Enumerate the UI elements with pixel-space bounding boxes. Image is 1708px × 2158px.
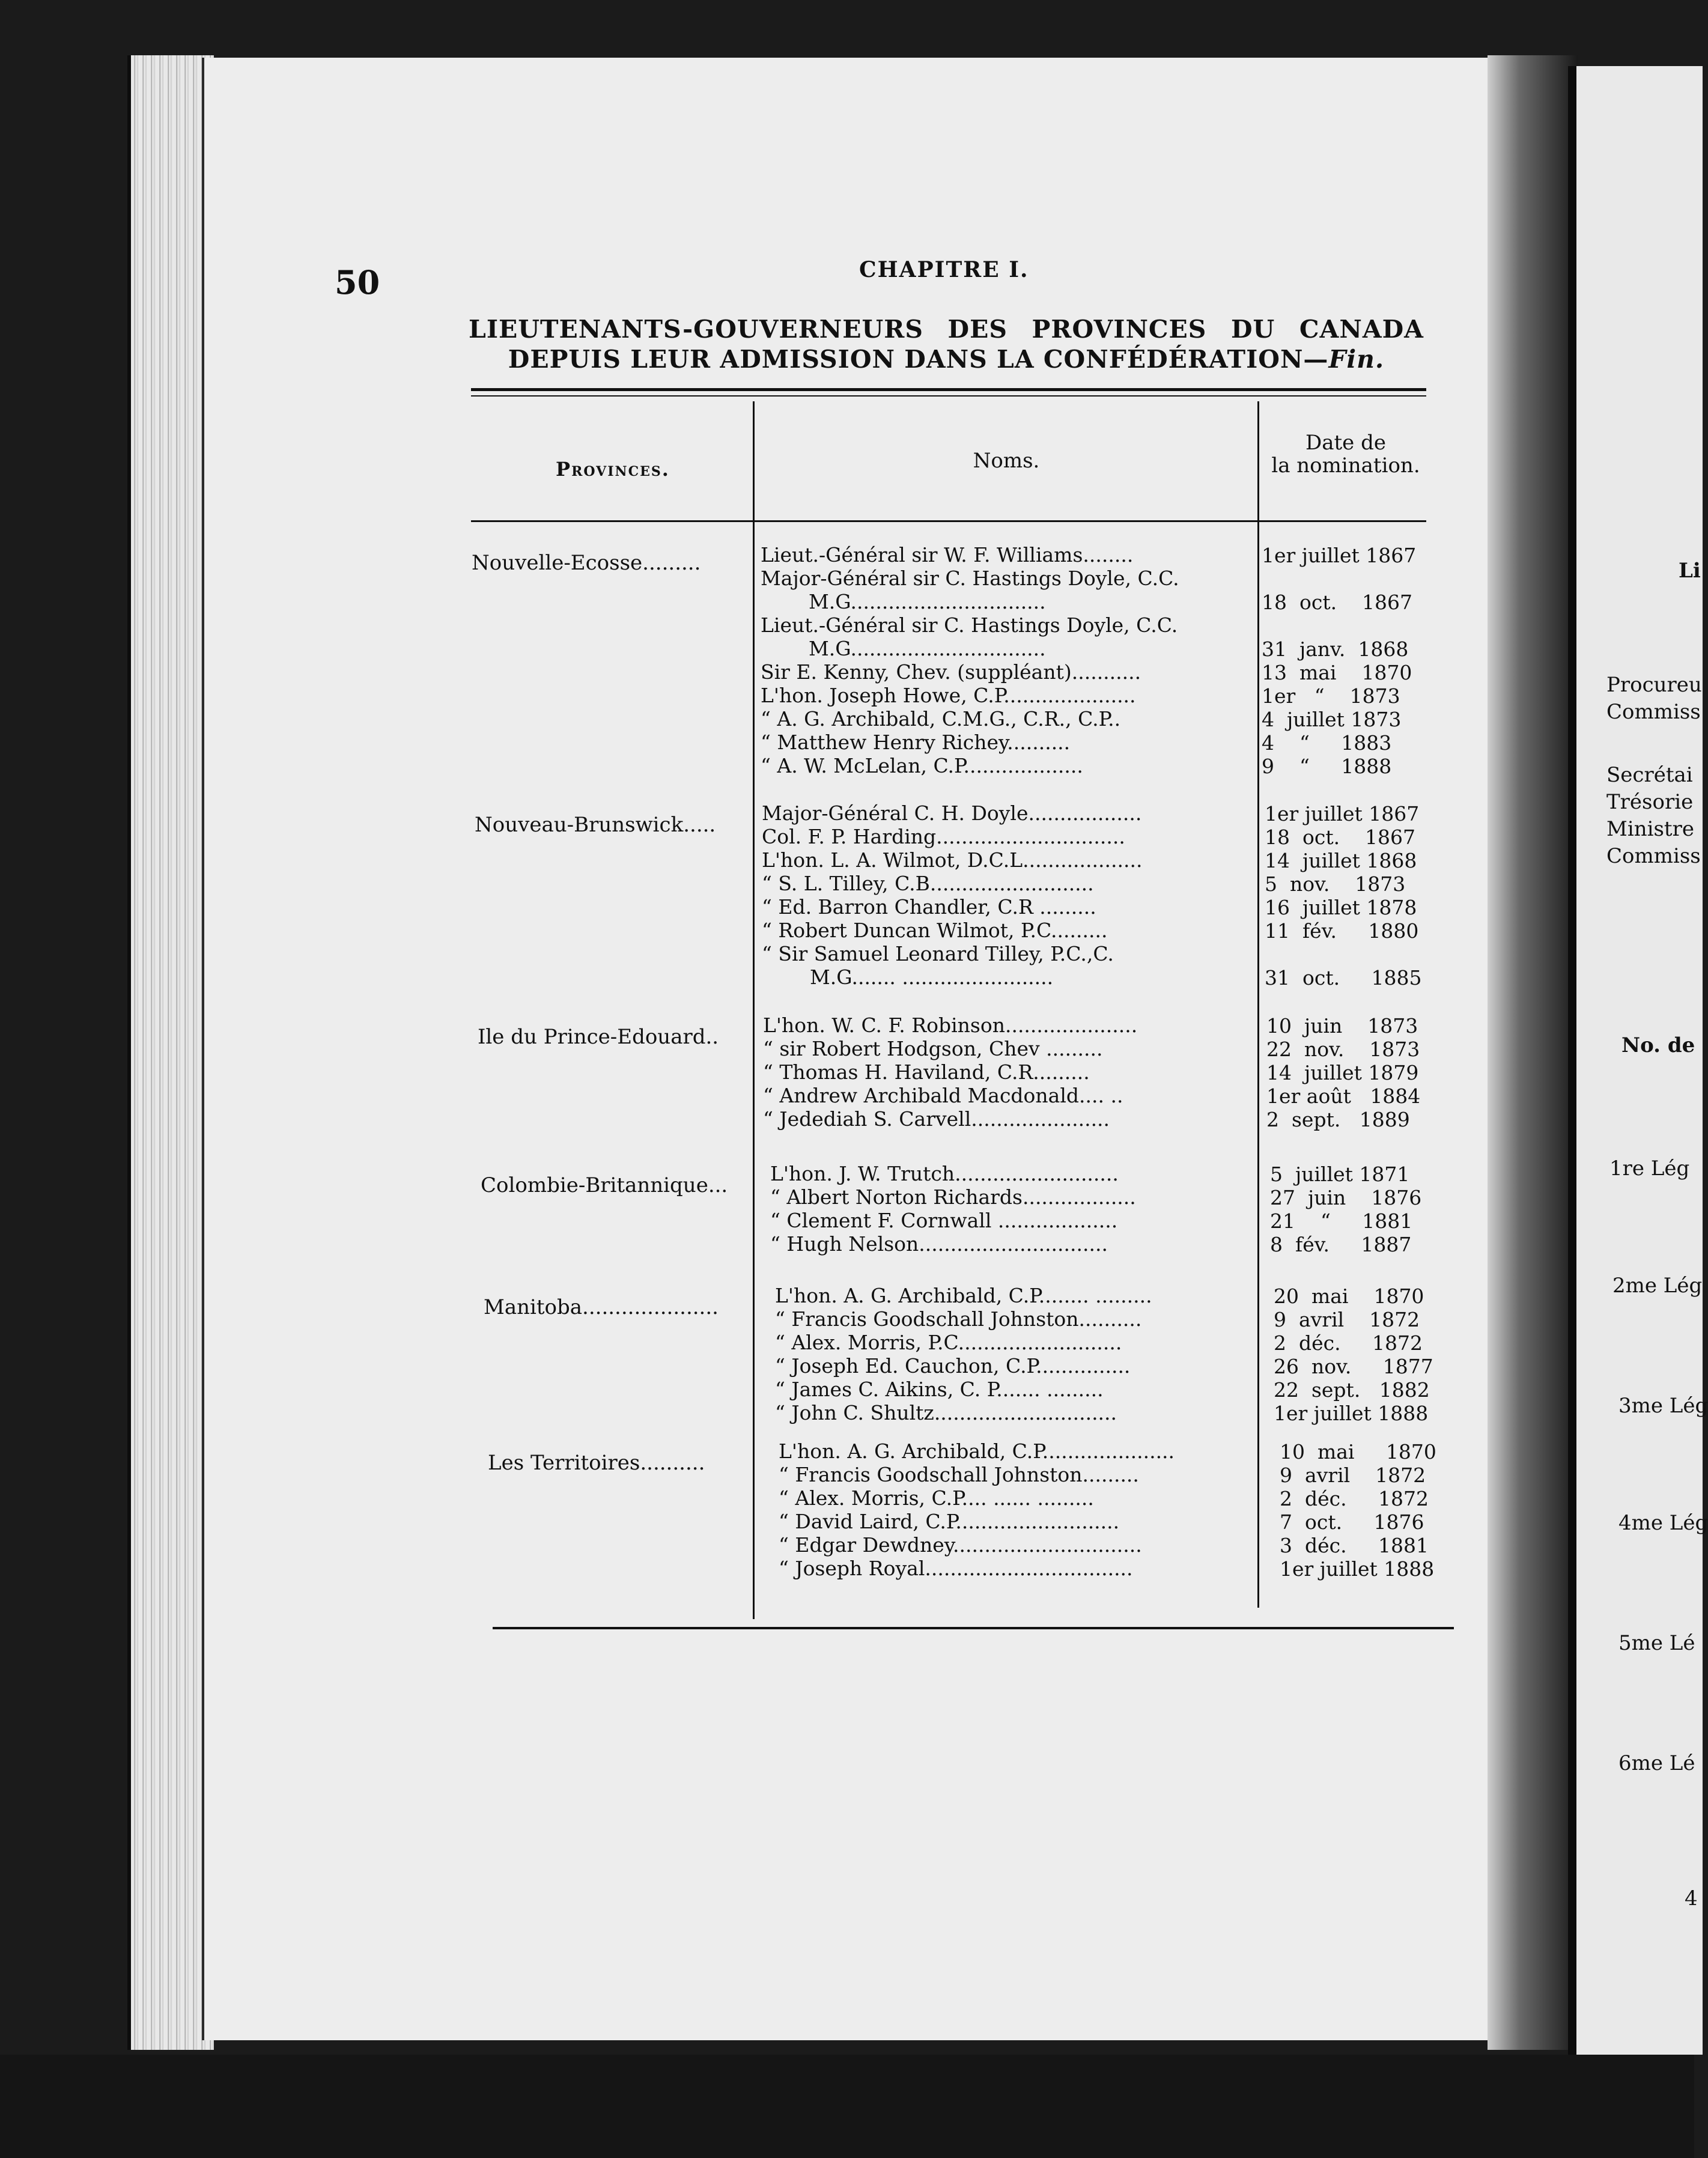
- nomination-date: 3 déc. 1881: [1280, 1534, 1429, 1557]
- nomination-date: 1er “ 1873: [1262, 684, 1400, 708]
- nomination-date: 9 avril 1872: [1280, 1463, 1426, 1487]
- nomination-date: 4 “ 1883: [1262, 731, 1392, 755]
- governor-name: “ Clement F. Cornwall ...................: [770, 1209, 1118, 1232]
- governor-name: “ A. G. Archibald, C.M.G., C.R., C.P..: [761, 707, 1121, 731]
- governor-name: L'hon. L. A. Wilmot, D.C.L...................: [762, 848, 1143, 872]
- header-date-line1: Date de: [1305, 431, 1386, 455]
- right-page-text: 4me Lég: [1618, 1511, 1708, 1535]
- right-page-text: Ministre: [1606, 817, 1694, 841]
- governor-name: Lieut.-Général sir W. F. Williams........: [761, 543, 1134, 567]
- right-page-text: 6me Lé: [1618, 1751, 1695, 1775]
- nomination-date: 11 fév. 1880: [1265, 919, 1419, 943]
- top-rule-thin: [471, 395, 1426, 397]
- nomination-date: 2 déc. 1872: [1274, 1331, 1423, 1355]
- title-line2-text: DEPUIS LEUR ADMISSION DANS LA CONFÉDÉRATION—: [508, 345, 1329, 374]
- governor-name: “ Alex. Morris, C.P.... ...... .........: [779, 1486, 1094, 1510]
- right-page-text: Li: [1679, 559, 1701, 583]
- right-page-text: Secrétai: [1606, 763, 1693, 787]
- nomination-date: 4 juillet 1873: [1262, 708, 1402, 731]
- column-divider-1: [753, 401, 755, 1619]
- governor-name: L'hon. A. G. Archibald, C.P........ .........: [775, 1284, 1152, 1307]
- governor-name: “ Jedediah S. Carvell......................: [763, 1107, 1110, 1131]
- nomination-date: 7 oct. 1876: [1280, 1510, 1424, 1534]
- governor-name: L'hon. Joseph Howe, C.P.....................: [761, 684, 1136, 707]
- nomination-date: 26 nov. 1877: [1274, 1355, 1433, 1378]
- nomination-date: 21 “ 1881: [1270, 1209, 1413, 1233]
- book-gutter: [1488, 55, 1578, 2050]
- nomination-date: 1er août 1884: [1266, 1084, 1421, 1108]
- governor-name: L'hon. A. G. Archibald, C.P.....................: [779, 1439, 1175, 1463]
- governor-name: Col. F. P. Harding..............................: [762, 825, 1125, 848]
- nomination-date: 1er juillet 1888: [1274, 1402, 1429, 1425]
- nomination-date: 9 avril 1872: [1274, 1308, 1420, 1331]
- governor-name: M.G...............................: [809, 637, 1046, 660]
- nomination-date: 18 oct. 1867: [1262, 591, 1413, 614]
- column-divider-2: [1257, 401, 1259, 1608]
- top-rule: [471, 388, 1426, 391]
- governor-name: “ Sir Samuel Leonard Tilley, P.C.,C.: [762, 942, 1114, 965]
- governor-name: “ Francis Goodschall Johnston..........: [775, 1307, 1142, 1331]
- nomination-date: 31 oct. 1885: [1265, 966, 1422, 989]
- nomination-date: 8 fév. 1887: [1270, 1233, 1412, 1256]
- governor-name: “ Joseph Ed. Cauchon, C.P...............: [775, 1354, 1131, 1378]
- governor-name: “ A. W. McLelan, C.P...................: [761, 754, 1083, 777]
- book-page-edges: [127, 55, 214, 2050]
- nomination-date: 13 mai 1870: [1262, 661, 1412, 684]
- province-name: Nouveau-Brunswick.....: [475, 813, 716, 837]
- right-page-text: 4: [1685, 1886, 1698, 1910]
- governor-name: L'hon. J. W. Trutch..........................: [770, 1162, 1119, 1185]
- nomination-date: 5 nov. 1873: [1265, 872, 1406, 896]
- nomination-date: 1er juillet 1867: [1265, 802, 1420, 825]
- governor-name: Lieut.-Général sir C. Hastings Doyle, C.C.: [761, 613, 1178, 637]
- governor-name: “ Robert Duncan Wilmot, P.C.........: [762, 919, 1108, 942]
- province-name: Nouvelle-Ecosse.........: [472, 551, 701, 575]
- table-title-line2: [469, 345, 1424, 374]
- right-page-text: Procureu: [1606, 673, 1702, 697]
- governor-name: M.G...............................: [809, 590, 1046, 613]
- province-name: Manitoba.....................: [484, 1295, 719, 1319]
- governor-name: “ sir Robert Hodgson, Chev .........: [763, 1037, 1103, 1060]
- right-page-text: 3me Lég: [1618, 1394, 1708, 1418]
- header-noms: Noms.: [973, 449, 1040, 473]
- nomination-date: 20 mai 1870: [1274, 1284, 1424, 1308]
- governor-name: “ Joseph Royal.................................: [779, 1557, 1133, 1580]
- right-page-text: Trésorie: [1606, 790, 1694, 814]
- header-date-line2: la nomination.: [1271, 454, 1420, 478]
- nomination-date: 2 déc. 1872: [1280, 1487, 1429, 1510]
- governor-name: Major-Général C. H. Doyle..................: [762, 801, 1142, 825]
- governor-name: L'hon. W. C. F. Robinson.....................: [763, 1014, 1138, 1037]
- right-page-text: 2me Lég: [1612, 1274, 1703, 1298]
- nomination-date: 31 janv. 1868: [1262, 637, 1409, 661]
- governor-name: Major-Général sir C. Hastings Doyle, C.C.: [761, 567, 1179, 590]
- nomination-date: 22 nov. 1873: [1266, 1038, 1420, 1061]
- province-name: Ile du Prince-Edouard..: [478, 1025, 719, 1049]
- nomination-date: 10 juin 1873: [1266, 1014, 1418, 1038]
- governor-name: “ Albert Norton Richards..................: [770, 1185, 1136, 1209]
- table-title-line1: LIEUTENANTS-GOUVERNEURS DES PROVINCES DU CANADA: [469, 315, 1424, 344]
- header-provinces: Provinces.: [556, 458, 670, 481]
- nomination-date: 10 mai 1870: [1280, 1440, 1436, 1463]
- governor-name: Sir E. Kenny, Chev. (suppléant)...........: [761, 660, 1141, 684]
- chapter-heading: CHAPITRE I.: [859, 257, 1029, 282]
- nomination-date: 14 juillet 1868: [1265, 849, 1417, 872]
- nomination-date: 1er juillet 1888: [1280, 1557, 1435, 1581]
- province-name: Les Territoires..........: [488, 1451, 705, 1475]
- governor-name: “ Francis Goodschall Johnston.........: [779, 1463, 1139, 1486]
- governor-name: “ James C. Aikins, C. P....... .........: [775, 1378, 1104, 1401]
- right-page-text: No. de: [1621, 1033, 1695, 1057]
- governor-name: “ Andrew Archibald Macdonald.... ..: [763, 1084, 1123, 1107]
- page-number: 50: [335, 263, 380, 302]
- right-page-text: 1re Lég: [1609, 1157, 1690, 1181]
- right-page-text: 5me Lé: [1618, 1631, 1695, 1655]
- governor-name: “ Matthew Henry Richey..........: [761, 731, 1071, 754]
- header-rule: [471, 520, 1426, 522]
- governor-name: M.G....... ........................: [810, 965, 1054, 989]
- province-name: Colombie-Britannique...: [481, 1173, 728, 1197]
- governor-name: “ S. L. Tilley, C.B..........................: [762, 872, 1094, 895]
- governor-name: “ Ed. Barron Chandler, C.R .........: [762, 895, 1096, 919]
- governor-name: “ Hugh Nelson..............................: [770, 1232, 1108, 1256]
- bottom-rule: [493, 1627, 1454, 1629]
- governor-name: “ Edgar Dewdney..............................: [779, 1533, 1142, 1557]
- nomination-date: 9 “ 1888: [1262, 755, 1392, 778]
- nomination-date: 22 sept. 1882: [1274, 1378, 1430, 1402]
- right-page-text: Commiss: [1606, 844, 1701, 868]
- nomination-date: 14 juillet 1879: [1266, 1061, 1419, 1084]
- nomination-date: 18 oct. 1867: [1265, 825, 1416, 849]
- nomination-date: 27 juin 1876: [1270, 1186, 1422, 1209]
- nomination-date: 1er juillet 1867: [1262, 544, 1417, 567]
- governor-name: “ Alex. Morris, P.C..........................: [775, 1331, 1122, 1354]
- right-page-fragment: [1568, 66, 1708, 2055]
- nomination-date: 5 juillet 1871: [1270, 1163, 1410, 1186]
- governor-name: “ David Laird, C.P..........................: [779, 1510, 1120, 1533]
- title-suffix: Fin.: [1328, 345, 1385, 374]
- scan-background: [0, 2055, 1694, 2158]
- nomination-date: 2 sept. 1889: [1266, 1108, 1410, 1131]
- right-page-text: Commiss: [1606, 700, 1701, 724]
- governor-name: “ John C. Shultz.............................: [775, 1401, 1117, 1424]
- governor-name: “ Thomas H. Haviland, C.R.........: [763, 1060, 1090, 1084]
- nomination-date: 16 juillet 1878: [1265, 896, 1417, 919]
